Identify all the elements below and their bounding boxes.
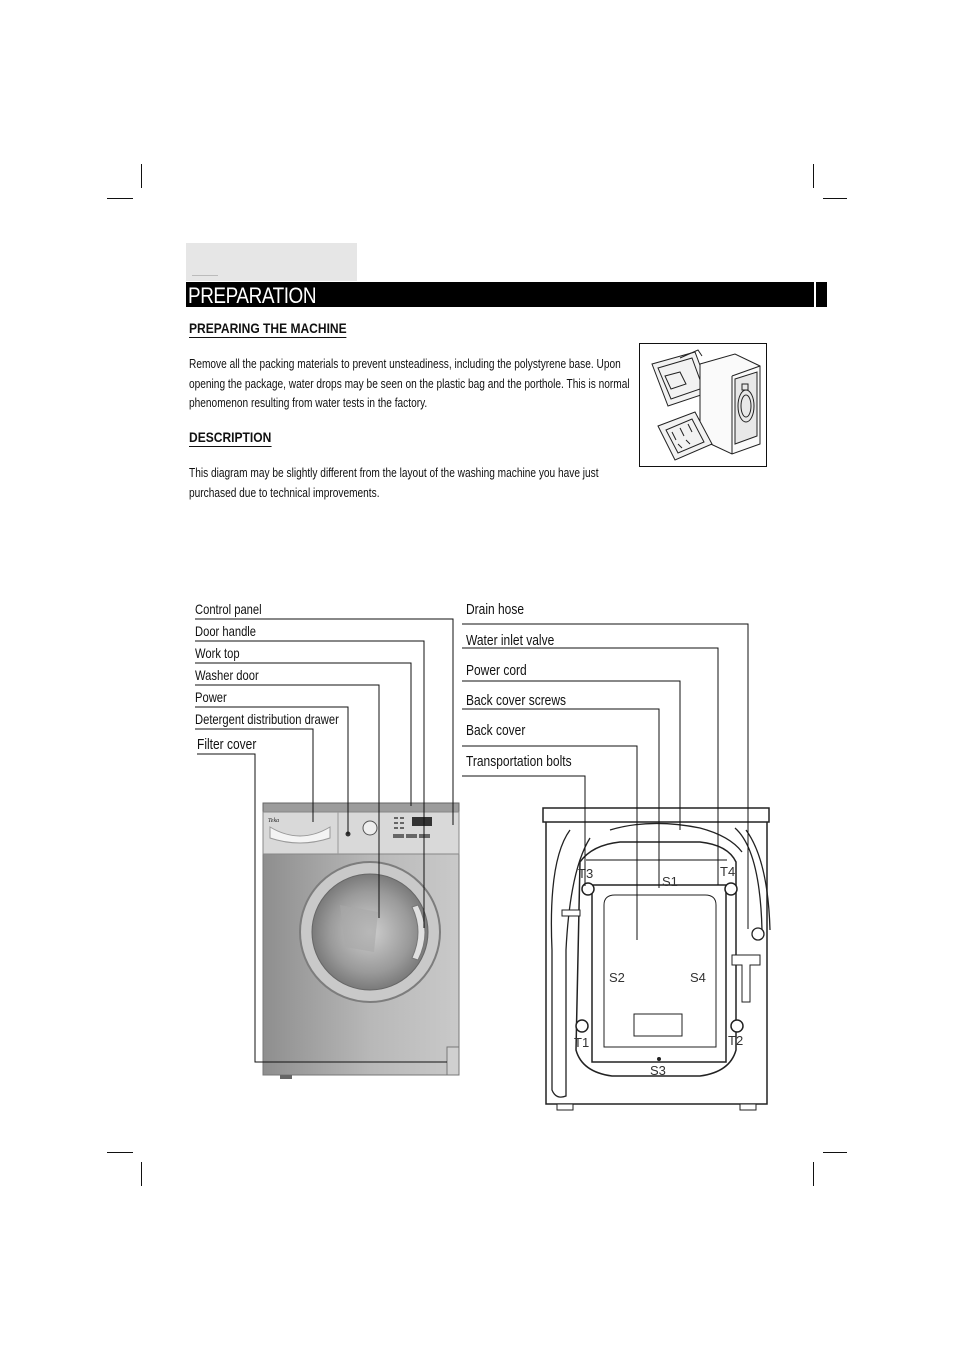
mark-t4: T4 bbox=[720, 864, 736, 879]
paragraph-line: Remove all the packing materials to prevent unsteadiness, including the polystyrene base. Upon bbox=[189, 356, 621, 371]
work-top bbox=[263, 803, 459, 812]
filter-cover bbox=[447, 1047, 459, 1075]
back-leader-lines bbox=[462, 624, 748, 940]
label-control-panel: Control panel bbox=[195, 601, 262, 617]
mark-s2: S2 bbox=[609, 970, 625, 985]
front-washing-machine bbox=[263, 803, 459, 1079]
mark-t1: T1 bbox=[574, 1035, 590, 1050]
label-work-top: Work top bbox=[195, 645, 240, 661]
label-drain-hose: Drain hose bbox=[466, 601, 525, 618]
label-door-handle: Door handle bbox=[195, 623, 257, 639]
paragraph-line: opening the package, water drops may be seen on the plastic bag and the porthole. This is normal bbox=[189, 375, 630, 391]
bolt-t4 bbox=[725, 883, 737, 895]
label-power: Power bbox=[195, 689, 227, 705]
label-power-cord: Power cord bbox=[466, 662, 527, 679]
bolt-t3 bbox=[582, 883, 594, 895]
label-back-cover-screws: Back cover screws bbox=[466, 692, 567, 709]
label-filter-cover: Filter cover bbox=[197, 736, 257, 753]
bolt-t2 bbox=[731, 1020, 743, 1032]
mark-t2: T2 bbox=[728, 1033, 744, 1048]
mark-t3: T3 bbox=[578, 866, 594, 881]
mark-s3: S3 bbox=[650, 1063, 666, 1078]
page-title: PREPARATION bbox=[188, 283, 317, 308]
display-icon bbox=[412, 817, 432, 826]
paragraph-line: purchased due to technical improvements. bbox=[189, 484, 380, 500]
label-back-cover: Back cover bbox=[466, 722, 526, 739]
bolt-t1 bbox=[576, 1020, 588, 1032]
label-water-inlet-valve: Water inlet valve bbox=[466, 632, 555, 649]
brand-mark: Teka bbox=[268, 818, 280, 824]
paragraph-line: phenomenon resulting from water tests in the factory. bbox=[189, 395, 428, 410]
mark-s1: S1 bbox=[662, 874, 678, 889]
water-inlet-valve bbox=[752, 928, 764, 940]
back-cover bbox=[576, 842, 736, 1076]
label-transportation-bolts: Transportation bolts bbox=[466, 753, 572, 770]
section-heading-preparing: PREPARING THE MACHINE bbox=[189, 320, 347, 336]
mark-s4: S4 bbox=[690, 970, 706, 985]
section-heading-description: DESCRIPTION bbox=[189, 429, 272, 445]
paragraph-line: This diagram may be slightly different from the layout of the washing machine you have just bbox=[189, 465, 599, 480]
back-marks bbox=[574, 864, 743, 1078]
label-washer-door: Washer door bbox=[195, 667, 259, 683]
program-knob bbox=[363, 821, 377, 835]
label-detergent-drawer: Detergent distribution drawer bbox=[195, 711, 339, 727]
